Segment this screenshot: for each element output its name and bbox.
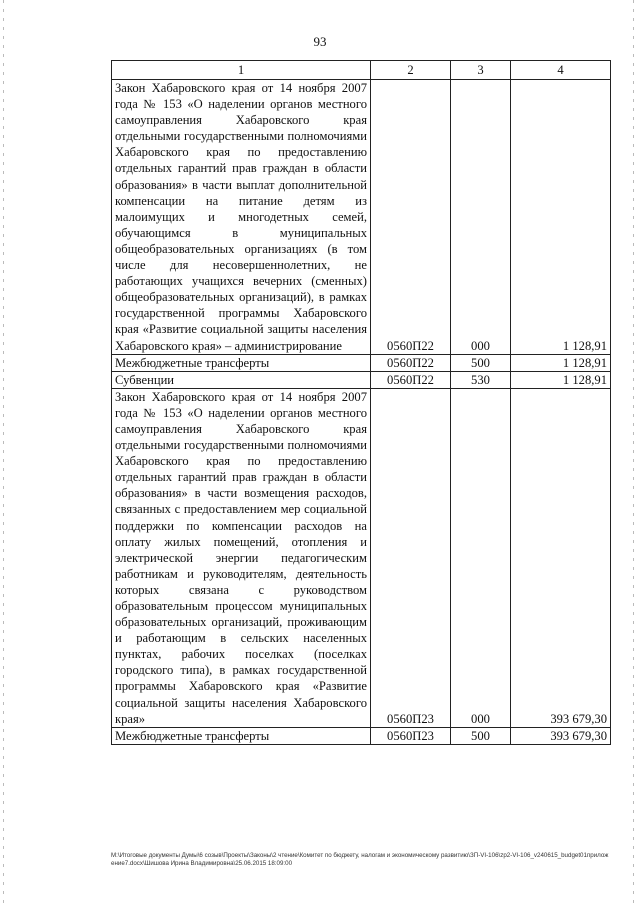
row-amount: 1 128,91 — [511, 354, 611, 371]
row-amount: 1 128,91 — [511, 371, 611, 388]
header-col-3: 3 — [451, 61, 511, 80]
row-kind: 530 — [451, 371, 511, 388]
row-description: Закон Хабаровского края от 14 ноября 2007 года № 153 «О наделении органов местного самоуправления Хабаровского края отдельными государственными полномочиями Хабаровского края по предоставлению отдельных гарантий прав граждан в области образования» в части возмещения расходов, связанных с предоставлением мер социальной поддержки по компенсации расходов на оплату жилых помещений, отопления и электрической энергии педагогическим работникам и руководителям, деятельность которых связана с руководством образовательным процессом муниципальных образовательных организаций, проживающим и работающим в сельских населенных пунктах, рабочих поселках (поселках городского типа), в рамках государственной программы Хабаровского края «Развитие социальной защиты населения Хабаровского края» — [112, 388, 371, 727]
document-path-footer: M:\Итоговые документы Думы\6 созыв\Проекты\Законы\2 чтение\Комитет по бюджету, налогам и экономическому развитию\ЗП-VI-106\zp2-VI-106_v240615_budget01приложение7.docx\Шишова Ирина Владимировна\25.06.2015 18:09:00 — [111, 852, 609, 867]
row-description: Межбюджетные трансферты — [112, 354, 371, 371]
right-margin-rule — [633, 0, 634, 905]
table-row — [112, 371, 611, 388]
row-code: 0560П23 — [371, 388, 451, 727]
row-code: 0560П22 — [371, 80, 451, 355]
row-description: Субвенции — [112, 371, 371, 388]
table-header-row — [112, 61, 611, 80]
table-row — [112, 354, 611, 371]
table-row — [112, 388, 611, 727]
row-description: Межбюджетные трансферты — [112, 727, 371, 744]
row-kind: 000 — [451, 388, 511, 727]
row-kind: 500 — [451, 354, 511, 371]
row-code: 0560П23 — [371, 727, 451, 744]
row-amount: 393 679,30 — [511, 388, 611, 727]
row-amount: 1 128,91 — [511, 80, 611, 355]
row-code: 0560П22 — [371, 371, 451, 388]
row-kind: 000 — [451, 80, 511, 355]
header-col-1: 1 — [112, 61, 371, 80]
table-row — [112, 727, 611, 744]
table-row — [112, 80, 611, 355]
left-margin-rule — [3, 0, 4, 905]
row-description: Закон Хабаровского края от 14 ноября 2007 года № 153 «О наделении органов местного самоуправления Хабаровского края отдельными государственными полномочиями Хабаровского края по предоставлению отдельных гарантий прав граждан в области образования» в части выплат дополнительной компенсации на питание детям из малоимущих и многодетных семей, обучающимся в муниципальных общеобразовательных организациях (в том числе для несовершеннолетних, не работающих учащихся вечерних (сменных) общеобразовательных организаций), в рамках государственной программы Хабаровского края «Развитие социальной защиты населения Хабаровского края» – администрирование — [112, 80, 371, 355]
header-col-4: 4 — [511, 61, 611, 80]
row-amount: 393 679,30 — [511, 727, 611, 744]
page-number: 93 — [313, 34, 327, 49]
row-code: 0560П22 — [371, 354, 451, 371]
row-kind: 500 — [451, 727, 511, 744]
budget-table — [111, 60, 611, 745]
header-col-2: 2 — [371, 61, 451, 80]
